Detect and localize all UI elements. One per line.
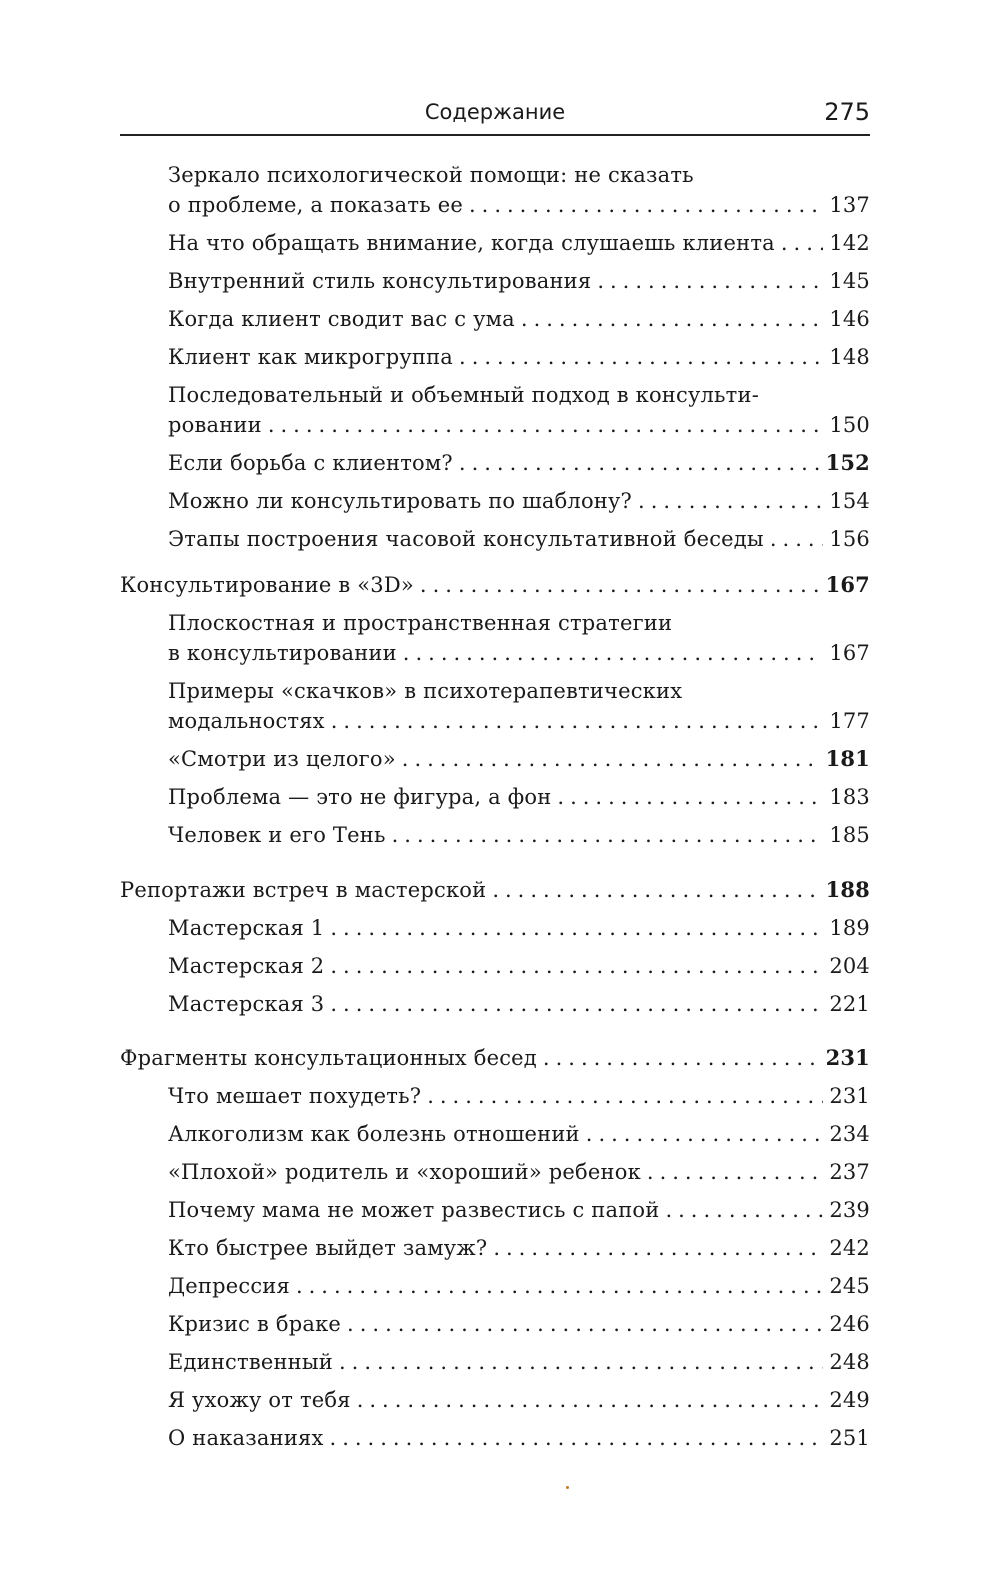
toc-page-number: 231 xyxy=(825,1045,870,1070)
toc-entry-row xyxy=(168,486,870,516)
toc-entry-row xyxy=(168,304,870,334)
toc-entry-title: Мастерская 1 xyxy=(168,916,325,940)
toc-page-number: 245 xyxy=(829,1274,870,1298)
toc-entry-row xyxy=(120,570,870,600)
printing-speck xyxy=(566,1486,569,1489)
toc-page-number: 204 xyxy=(829,954,870,978)
toc-entry xyxy=(168,744,870,774)
toc-entry-title: Кто быстрее выйдет замуж? xyxy=(168,1236,488,1260)
dot-leader xyxy=(638,486,823,516)
toc-entry-title: модальностях xyxy=(168,709,325,733)
toc-entry xyxy=(168,160,870,220)
dot-leader xyxy=(331,706,824,736)
dot-leader xyxy=(427,1081,823,1111)
toc-entry xyxy=(168,1157,870,1187)
dot-leader xyxy=(665,1195,823,1225)
dot-leader xyxy=(492,875,819,905)
toc-entry-title: ровании xyxy=(168,413,262,437)
toc-entry xyxy=(168,380,870,440)
dot-leader xyxy=(357,1385,824,1415)
dot-leader xyxy=(647,1157,823,1187)
dot-leader xyxy=(392,820,824,850)
toc-entry-title: Фрагменты консультационных бесед xyxy=(120,1046,537,1070)
toc-entry xyxy=(168,676,870,736)
toc-page-number: 189 xyxy=(829,916,870,940)
toc-entry-row xyxy=(168,1271,870,1301)
toc-page-number: 137 xyxy=(829,193,870,217)
toc-entry xyxy=(168,486,870,516)
toc-entry-row xyxy=(168,913,870,943)
toc-entry xyxy=(168,1081,870,1111)
toc-entry-row xyxy=(168,782,870,812)
toc-entry xyxy=(168,820,870,850)
toc-entry-title: Репортажи встреч в мастерской xyxy=(120,878,487,902)
dot-leader xyxy=(330,1423,824,1453)
toc-entry-row xyxy=(168,1347,870,1377)
toc-entry xyxy=(168,913,870,943)
dot-leader xyxy=(296,1271,823,1301)
toc-entry-title: «Смотри из целого» xyxy=(168,747,396,771)
toc-page-number: 185 xyxy=(829,823,870,847)
toc-entry xyxy=(168,782,870,812)
toc-entry-row xyxy=(168,1233,870,1263)
toc-page-number: 249 xyxy=(829,1388,870,1412)
toc-page-number: 181 xyxy=(825,746,870,771)
toc-page-number: 234 xyxy=(829,1122,870,1146)
toc-entry-title: Консультирование в «3D» xyxy=(120,573,414,597)
dot-leader xyxy=(339,1347,823,1377)
toc-entry-row xyxy=(168,820,870,850)
toc-entry-row xyxy=(168,989,870,1019)
toc-page-number: 145 xyxy=(829,269,870,293)
toc-section xyxy=(120,1043,870,1073)
toc-entry xyxy=(168,228,870,258)
toc-entry-title: Этапы построения часовой консультативной беседы xyxy=(168,527,764,551)
toc-page-number: 248 xyxy=(829,1350,870,1374)
toc-entry-title: в консультировании xyxy=(168,641,397,665)
toc-entry-title: «Плохой» родитель и «хороший» ребенок xyxy=(168,1160,641,1184)
toc-entry-title: Кризис в браке xyxy=(168,1312,342,1336)
toc-entry-title: о проблеме, а показать ее xyxy=(168,193,463,217)
toc-page-number: 251 xyxy=(829,1426,870,1450)
toc-page-number: 177 xyxy=(829,709,870,733)
toc-entry-row xyxy=(168,744,870,774)
toc-entry xyxy=(168,1347,870,1377)
toc-entry-row xyxy=(168,342,870,372)
toc-entry-row xyxy=(168,410,870,440)
toc-entry-row xyxy=(120,1043,870,1073)
toc-entry-title: На что обращать внимание, когда слушаешь клиента xyxy=(168,231,775,255)
dot-leader xyxy=(347,1309,823,1339)
toc-entry xyxy=(168,342,870,372)
toc-page-number: 167 xyxy=(829,641,870,665)
toc-entry-title: Клиент как микрогруппа xyxy=(168,345,454,369)
toc-entry-row xyxy=(168,1385,870,1415)
toc-page-number: 183 xyxy=(829,785,870,809)
dot-leader xyxy=(586,1119,824,1149)
toc-page-number: 231 xyxy=(829,1084,870,1108)
toc-entry-row xyxy=(168,524,870,554)
toc-entry-title: Депрессия xyxy=(168,1274,290,1298)
toc-entry xyxy=(168,951,870,981)
toc-page-number: 242 xyxy=(829,1236,870,1260)
toc-entry-row xyxy=(168,1309,870,1339)
toc-entry-row xyxy=(168,1157,870,1187)
dot-leader xyxy=(493,1233,823,1263)
toc-entry-row xyxy=(168,190,870,220)
toc-entry-row xyxy=(168,1081,870,1111)
dot-leader xyxy=(469,190,823,220)
toc-page-number: 150 xyxy=(829,413,870,437)
toc-page-number: 152 xyxy=(825,450,870,475)
toc-entry-title-line: Примеры «скачков» в психотерапевтических xyxy=(168,679,683,703)
toc-entry xyxy=(168,266,870,296)
toc-entry xyxy=(168,1309,870,1339)
toc-entry-title: Мастерская 3 xyxy=(168,992,325,1016)
toc-entry xyxy=(168,1195,870,1225)
toc-entry-title: Когда клиент сводит вас с ума xyxy=(168,307,515,331)
toc-page-number: 142 xyxy=(829,231,870,255)
dot-leader xyxy=(459,342,823,372)
toc-page-number: 239 xyxy=(829,1198,870,1222)
toc-page-number: 167 xyxy=(825,572,870,597)
toc-entry-title: Я ухожу от тебя xyxy=(168,1388,351,1412)
dot-leader xyxy=(268,410,823,440)
toc-entry-title: Если борьба с клиентом? xyxy=(168,451,453,475)
toc-page-number: 237 xyxy=(829,1160,870,1184)
dot-leader xyxy=(781,228,823,258)
toc-entry xyxy=(168,1233,870,1263)
toc-entry xyxy=(168,1385,870,1415)
toc-section xyxy=(120,570,870,600)
dot-leader xyxy=(403,638,824,668)
toc-entry-row xyxy=(168,638,870,668)
dot-leader xyxy=(521,304,823,334)
toc-entry-title: Проблема — это не фигура, а фон xyxy=(168,785,552,809)
toc-entry-title: Единственный xyxy=(168,1350,333,1374)
toc-page-number: 188 xyxy=(825,877,870,902)
toc-page-number: 148 xyxy=(829,345,870,369)
dot-leader xyxy=(543,1043,820,1073)
toc-entry xyxy=(168,1423,870,1453)
header-title: Содержание xyxy=(424,100,566,124)
toc-entry-row xyxy=(168,1423,870,1453)
toc-entry xyxy=(168,989,870,1019)
toc-entry xyxy=(168,1119,870,1149)
dot-leader xyxy=(597,266,823,296)
toc-entry-row xyxy=(168,706,870,736)
toc-entry-row xyxy=(168,1119,870,1149)
toc-entry-title: Почему мама не может развестись с папой xyxy=(168,1198,660,1222)
toc-page-number: 221 xyxy=(829,992,870,1016)
dot-leader xyxy=(330,913,823,943)
toc-entry-row xyxy=(168,1195,870,1225)
toc-entry-title-line: Последовательный и объемный подход в консульти- xyxy=(168,383,759,407)
toc-entry-title-line: Плоскостная и пространственная стратегии xyxy=(168,611,673,635)
toc-entry xyxy=(168,608,870,668)
toc-entry-title: О наказаниях xyxy=(168,1426,324,1450)
toc-entry-title: Алкоголизм как болезнь отношений xyxy=(168,1122,580,1146)
toc-page-number: 246 xyxy=(829,1312,870,1336)
toc-entry-row xyxy=(168,228,870,258)
toc-entry xyxy=(168,448,870,478)
toc-entry xyxy=(168,304,870,334)
toc-page-number: 146 xyxy=(829,307,870,331)
dot-leader xyxy=(770,524,823,554)
table-of-contents xyxy=(120,0,870,1570)
dot-leader xyxy=(459,448,820,478)
dot-leader xyxy=(330,989,823,1019)
dot-leader xyxy=(402,744,820,774)
toc-entry-title: Внутренний стиль консультирования xyxy=(168,269,592,293)
toc-entry-title: Мастерская 2 xyxy=(168,954,325,978)
toc-entry-title: Можно ли консультировать по шаблону? xyxy=(168,489,633,513)
toc-page-number: 156 xyxy=(829,527,870,551)
toc-page-number: 154 xyxy=(829,489,870,513)
toc-entry-title: Человек и его Тень xyxy=(168,823,386,847)
toc-entry-row xyxy=(120,875,870,905)
header-page-number: 275 xyxy=(824,98,870,126)
toc-entry-title-line: Зеркало психологической помощи: не сказать xyxy=(168,163,694,187)
dot-leader xyxy=(420,570,820,600)
toc-entry-title: Что мешает похудеть? xyxy=(168,1084,422,1108)
toc-entry-row xyxy=(168,266,870,296)
toc-entry-row xyxy=(168,951,870,981)
toc-section xyxy=(120,875,870,905)
dot-leader xyxy=(330,951,823,981)
toc-entry-row xyxy=(168,448,870,478)
toc-entry xyxy=(168,524,870,554)
dot-leader xyxy=(557,782,823,812)
toc-entry xyxy=(168,1271,870,1301)
